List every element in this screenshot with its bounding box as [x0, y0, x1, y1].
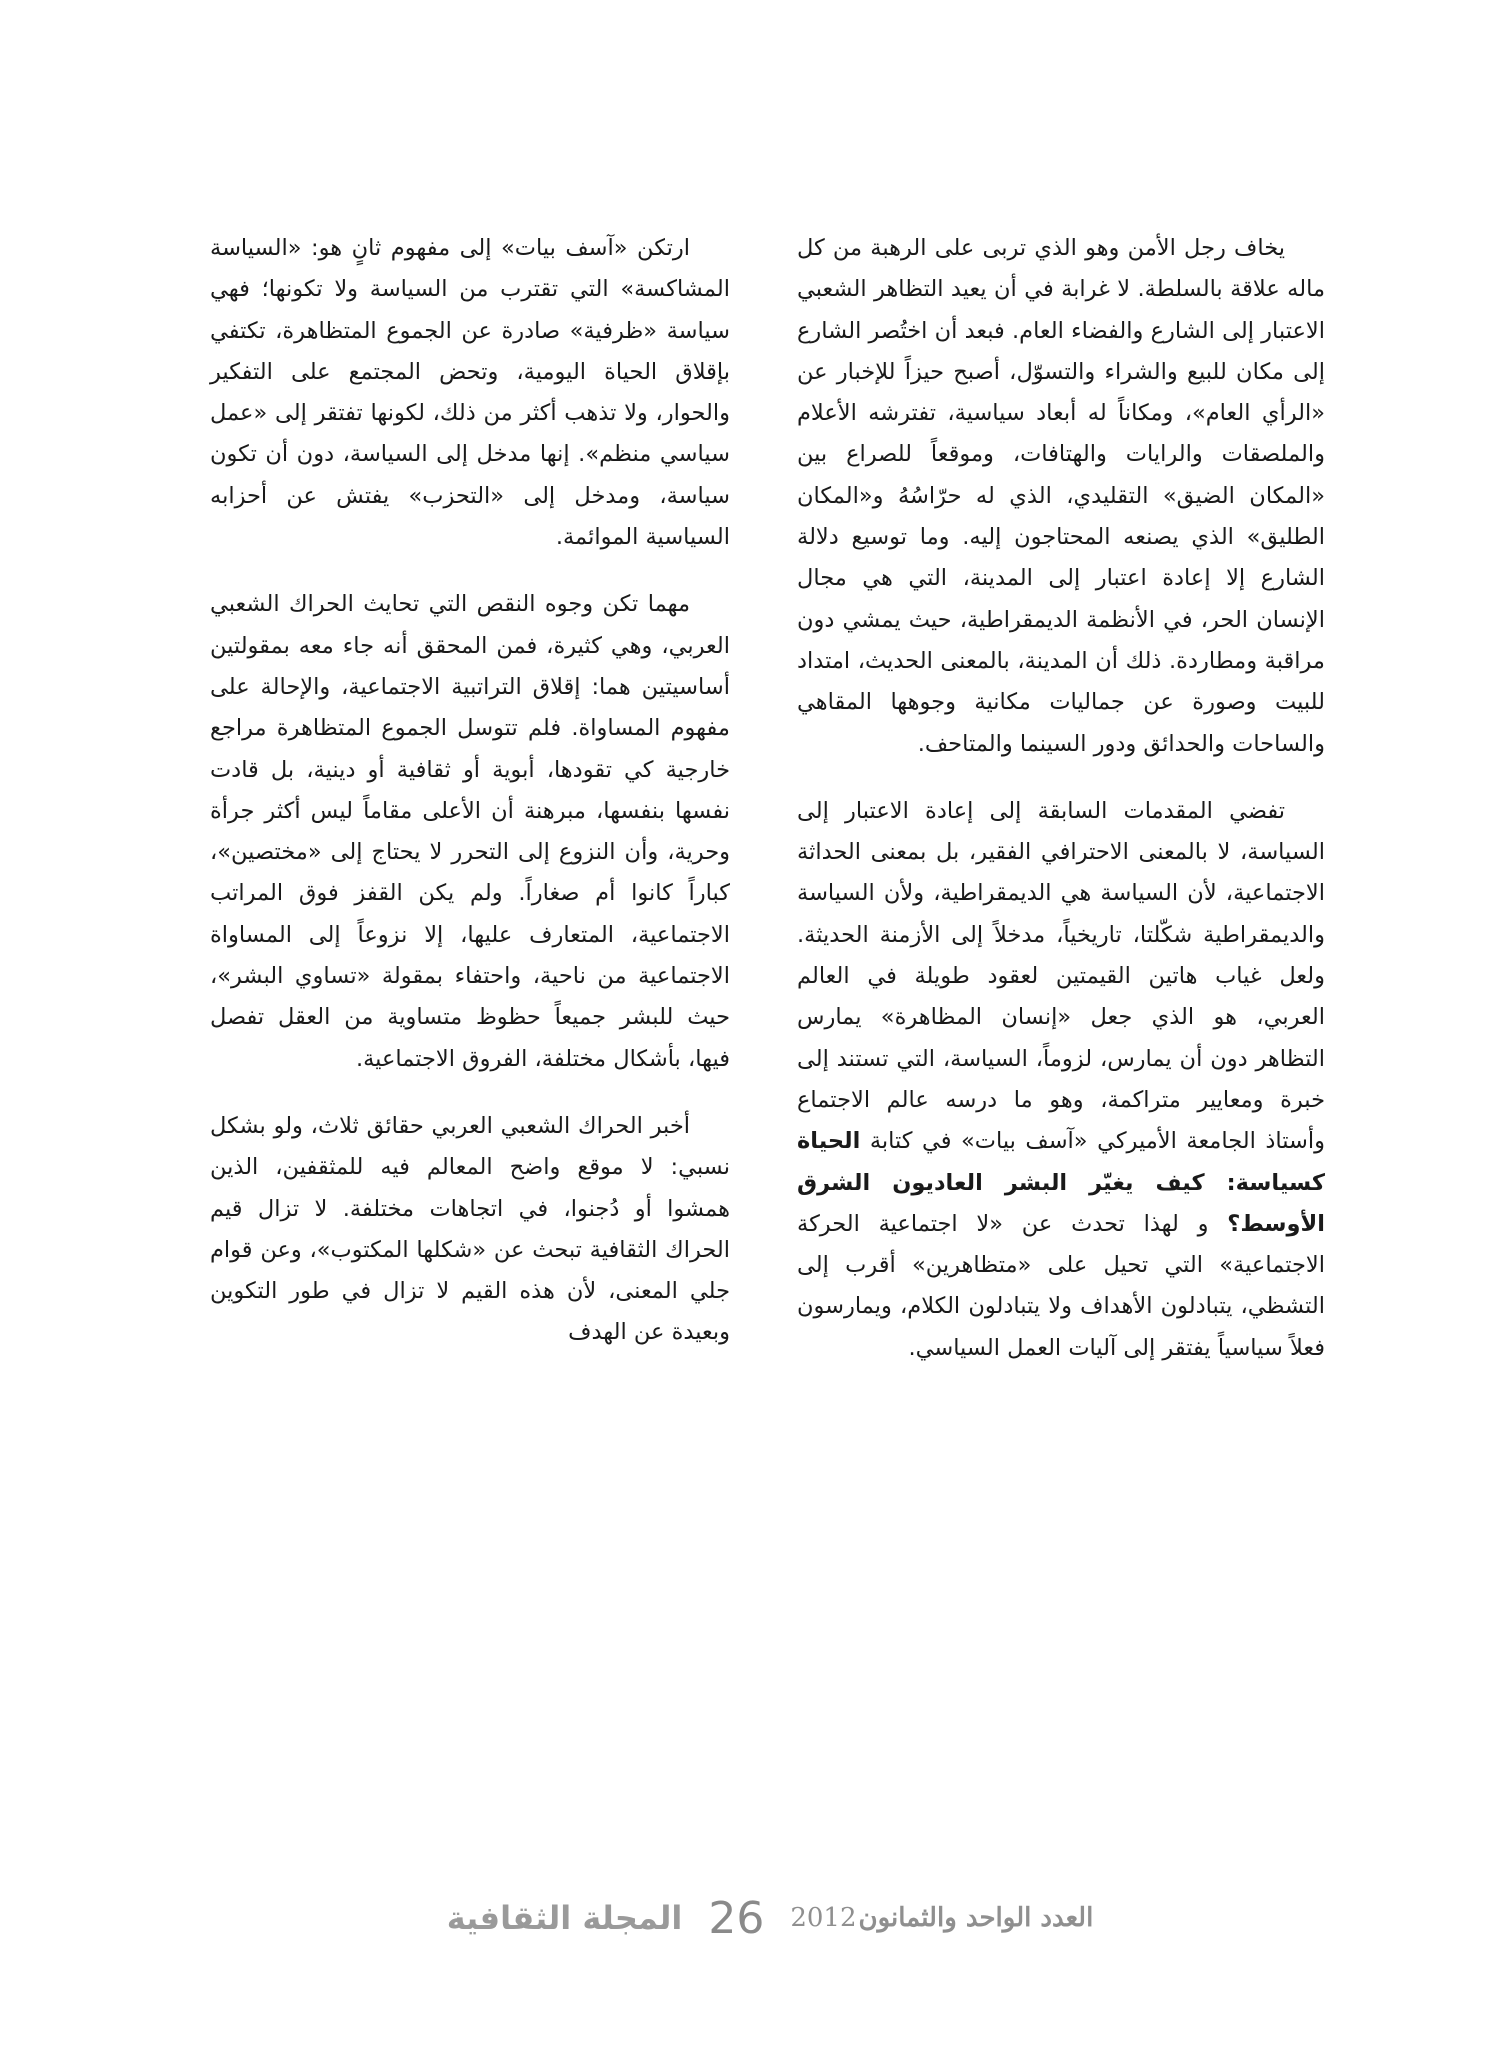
paragraph-text: و لهذا تحدث عن «لا اجتماعية الحركة الاجتماعية» التي تحيل على «متظاهرين» أقرب إلى التشظي، يتبادلون الأهداف ولا يتبادلون الكلام، ويمارسون فعلاً سياسياً يفتقر إلى آليات العمل السياسي.	[797, 1210, 1325, 1361]
page-footer	[430, 1888, 1110, 1948]
issue-info	[790, 1903, 1093, 1933]
left-text-column	[210, 228, 730, 1354]
issue-year: 2012	[790, 1903, 857, 1933]
magazine-name: المجلة الثقافية	[446, 1899, 683, 1937]
paragraph: أخبر الحراك الشعبي العربي حقائق ثلاث، ولو بشكل نسبي: لا موقع واضح المعالم فيه للمثقفين، الذين همشوا أو دُجنوا، في اتجاهات مختلفة. لا تزال قيم الحراك الثقافية تبحث عن «شكلها المكتوب»، وعن قوام جلي المعنى، لأن هذه القيم لا تزال في طور التكوين وبعيدة عن الهدف	[210, 1112, 730, 1346]
issue-label: العدد الواحد والثمانون	[858, 1903, 1094, 1933]
paragraph-text: تفضي المقدمات السابقة إلى إعادة الاعتبار إلى السياسة، لا بالمعنى الاحترافي الفقير، بل بمعنى الحداثة الاجتماعية، لأن السياسة هي الديمقراطية، ولأن السياسة والديمقراطية شكّلتا، تاريخياً، مدخلاً إلى الأزمنة الحديثة. ولعل غياب هاتين القيمتين لعقود طويلة في العالم العربي، هو الذي جعل «إنسان المظاهرة» يمارس التظاهر دون أن يمارس، لزوماً، السياسة، التي تستند إلى خبرة ومعايير متراكمة، وهو ما درسه عالم الاجتماع وأستاذ الجامعة الأميركي «آسف بيات» في كتابة	[797, 797, 1325, 1155]
paragraph: مهما تكن وجوه النقص التي تحايث الحراك الشعبي العربي، وهي كثيرة، فمن المحقق أنه جاء معه بمقولتين أساسيتين هما: إقلاق التراتبية الاجتماعية، والإحالة على مفهوم المساواة. فلم تتوسل الجموع المتظاهرة مراجع خارجية كي تقودها، أبوية أو ثقافية أو دينية، بل قادت نفسها بنفسها، مبرهنة أن الأعلى مقاماً ليس أكثر جرأة وحرية، وأن النزوع إلى التحرر لا يحتاج إلى «مختصين»، كباراً كانوا أم صغاراً. ولم يكن القفز فوق المراتب الاجتماعية، المتعارف عليها، إلا نزوعاً إلى المساواة الاجتماعية من ناحية، واحتفاء بمقولة «تساوي البشر»، حيث للبشر جميعاً حظوظ متساوية من العقل تفصل فيها، بأشكال مختلفة، الفروق الاجتماعية.	[210, 591, 730, 1072]
book-title: الحياة كسياسة: كيف يغيّر البشر العاديون الشرق الأوسط؟	[797, 1128, 1326, 1237]
paragraph	[797, 791, 1325, 1369]
paragraph: ارتكن «آسف بيات» إلى مفهوم ثانٍ هو: «السياسة المشاكسة» التي تقترب من السياسة ولا تكونها؛ فهي سياسة «ظرفية» صادرة عن الجموع المتظاهرة، تكتفي بإقلاق الحياة اليومية، وتحض المجتمع على التفكير والحوار، ولا تذهب أكثر من ذلك، لكونها تفتقر إلى «عمل سياسي منظم». إنها مدخل إلى السياسة، دون أن تكون سياسة، ومدخل إلى «التحزب» يفتش عن أحزابه السياسية الموائمة.	[210, 235, 730, 551]
right-text-column	[797, 228, 1325, 1369]
paragraph: يخاف رجل الأمن وهو الذي تربى على الرهبة من كل ماله علاقة بالسلطة. لا غرابة في أن يعيد التظاهر الشعبي الاعتبار إلى الشارع والفضاء العام. فبعد أن اختُصر الشارع إلى مكان للبيع والشراء والتسوّل، أصبح حيزاً للإخبار عن «الرأي العام»، ومكاناً له أبعاد سياسية، تفترشه الأعلام والملصقات والرايات والهتافات، وموقعاً للصراع بين «المكان الضيق» التقليدي، الذي له حرّاسُهُ و«المكان الطليق» الذي يصنعه المحتاجون إليه. وما توسيع دلالة الشارع إلا إعادة اعتبار إلى المدينة، التي هي مجال الإنسان الحر، في الأنظمة الديمقراطية، حيث يمشي دون مراقبة ومطاردة. ذلك أن المدينة، بالمعنى الحديث، امتداد للبيت وصورة عن جماليات مكانية وجوهها المقاهي والساحات والحدائق ودور السينما والمتاحف.	[797, 235, 1325, 757]
page-number: 26	[708, 1892, 765, 1944]
